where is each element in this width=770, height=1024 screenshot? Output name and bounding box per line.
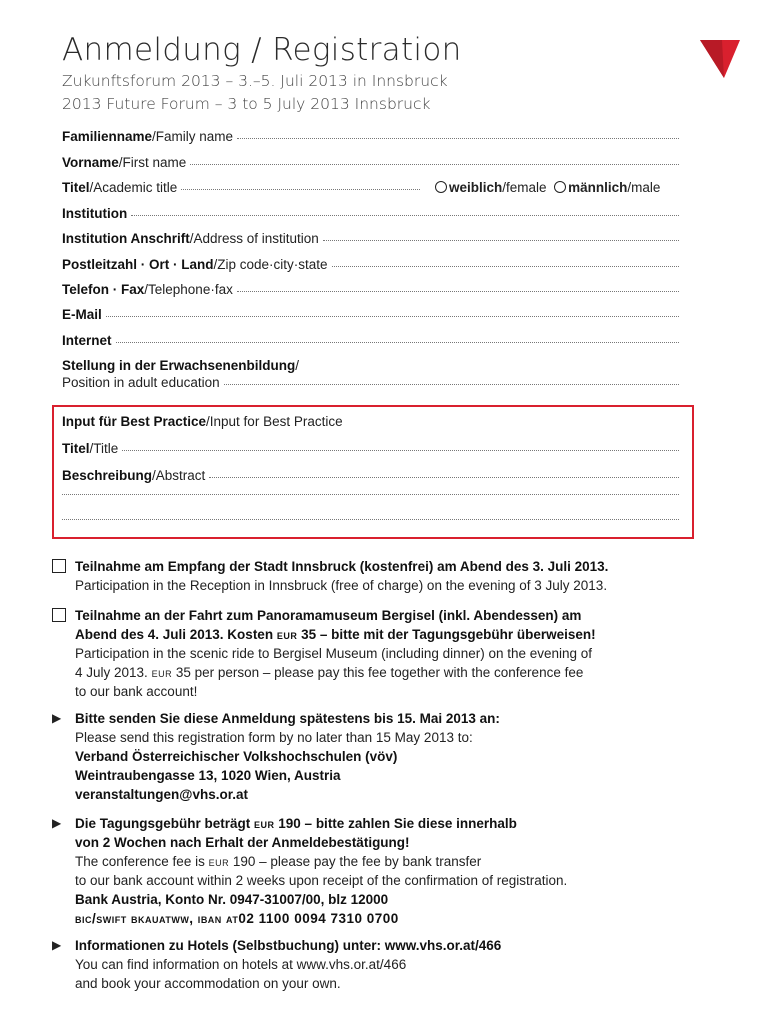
vhs-logo-icon — [698, 38, 742, 80]
page-title: Anmeldung / Registration — [62, 32, 462, 68]
position-field[interactable]: Position in adult education — [62, 375, 679, 390]
institution-field[interactable]: Institution — [62, 206, 679, 221]
fee-instructions: Die Tagungsgebühr beträgt eur 190 – bitte zahlen Sie diese innerhalb von 2 Wochen nach Erhalt der Anmeldebestätigung! The conference fee is eur 190 – please pay the fee by bank transfer to our bank account within 2 weeks upon receipt of the confirmation of registration. Bank Austria, Konto Nr. 0947-31007/00, blz 12000 bic/swift bkauatww, iban at02 1100 0094 7310 0700 — [75, 816, 568, 926]
email-field[interactable]: E-Mail — [62, 307, 679, 322]
ride-checkbox[interactable] — [52, 608, 66, 622]
abstract-line-3[interactable] — [62, 520, 679, 522]
internet-field[interactable]: Internet — [62, 333, 679, 348]
arrow-right-icon: ▶ — [52, 711, 62, 725]
phone-fax-field[interactable]: Telefon · Fax/Telephone·fax — [62, 282, 679, 297]
send-instructions: Bitte senden Sie diese Anmeldung spätestens bis 15. Mai 2013 an: Please send this registration form by no later than 15 May 2013 to: Verband Österreichischer Volkshochschulen (vöv) Weintraubengasse 13, 1020 Wien, Austria veranstaltungen@vhs.or.at — [75, 711, 500, 802]
hotel-info: Informationen zu Hotels (Selbstbuchung) unter: www.vhs.or.at/466 You can find information on hotels at www.vhs.or.at/466 and book your accommodation on your own. — [75, 938, 502, 991]
best-practice-title-field[interactable]: Titel/Title — [62, 441, 679, 456]
academic-title-field[interactable]: Titel/Academic title — [62, 180, 420, 195]
abstract-field[interactable]: Beschreibung/Abstract — [62, 468, 679, 483]
reception-checkbox[interactable] — [52, 559, 66, 573]
subtitle-en: 2013 Future Forum – 3 to 5 July 2013 Innsbruck — [62, 95, 431, 113]
male-radio[interactable] — [554, 181, 566, 193]
familyname-field[interactable]: Familienname/Family name — [62, 129, 679, 144]
ride-option: Teilnahme an der Fahrt zum Panoramamuseum Bergisel (inkl. Abendessen) am Abend des 4. Juli 2013. Kosten eur 35 – bitte mit der Tagungsgebühr überweisen! Participation in the scenic ride to Bergisel Museum (including dinner) on the evening of 4 July 2013. eur 35 per person – please pay this fee together with the conference fee to our bank account! — [75, 608, 596, 699]
arrow-right-icon: ▶ — [52, 816, 62, 830]
gender-selection: weiblich/female männlich/male — [435, 180, 660, 195]
best-practice-heading: Input für Best Practice/Input for Best Practice — [62, 414, 343, 429]
arrow-right-icon: ▶ — [52, 938, 62, 952]
female-radio[interactable] — [435, 181, 447, 193]
zip-city-field[interactable]: Postleitzahl · Ort · Land/Zip code·city·state — [62, 257, 679, 272]
subtitle-de: Zukunftsforum 2013 – 3.–5. Juli 2013 in Innsbruck — [62, 72, 448, 90]
reception-option: Teilnahme am Empfang der Stadt Innsbruck (kostenfrei) am Abend des 3. Juli 2013. Participation in the Reception in Innsbruck (free of charge) on the evening of 3 July 2013. — [75, 559, 609, 593]
firstname-field[interactable]: Vorname/First name — [62, 155, 679, 170]
address-field[interactable]: Institution Anschrift/Address of institution — [62, 231, 679, 246]
abstract-line-2[interactable] — [62, 495, 679, 497]
position-heading: Stellung in der Erwachsenenbildung/ — [62, 358, 300, 373]
